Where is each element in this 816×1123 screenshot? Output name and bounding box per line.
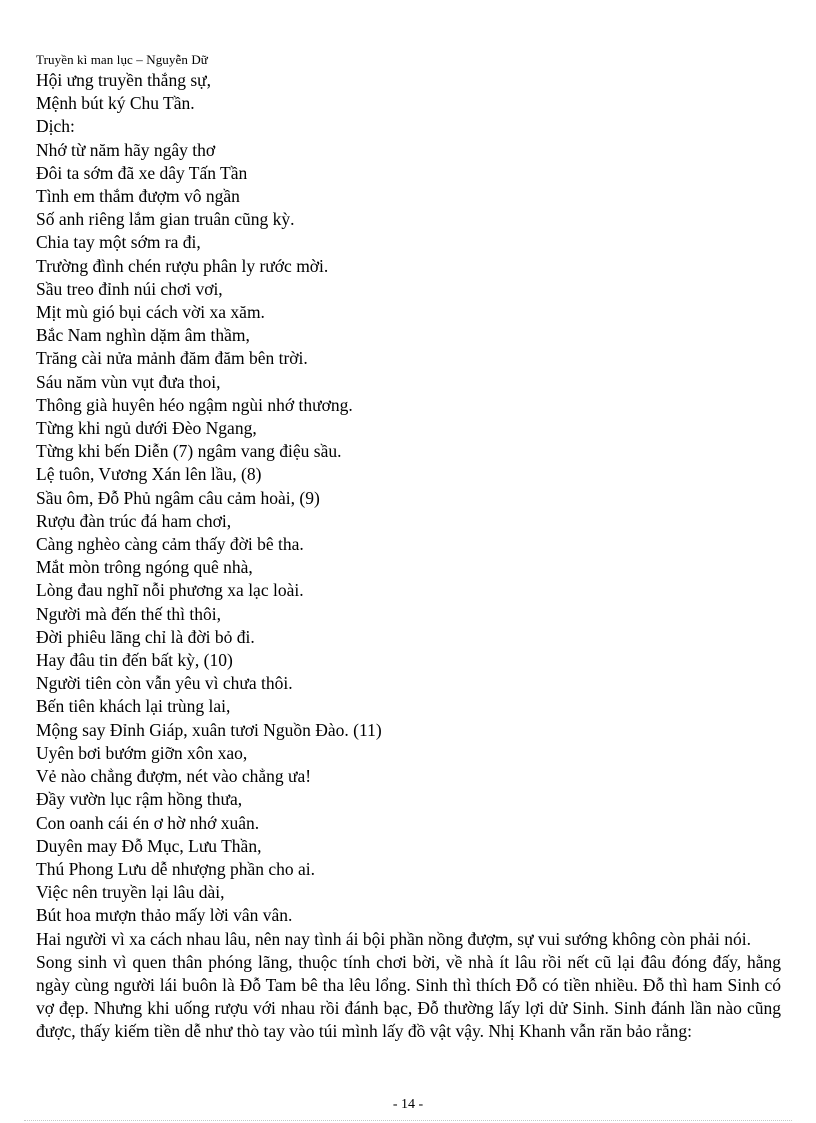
poem-block [36,69,781,928]
poem-line: Mịt mù gió bụi cách vời xa xăm. [36,302,265,323]
poem-line: Càng nghèo càng cảm thấy đời bê tha. [36,534,304,555]
document-page [36,52,781,1044]
paragraph: Song sinh vì quen thân phóng lãng, thuộc tính chơi bời, về nhà ít lâu rồi nết cũ lại đâu đóng đấy, hằng ngày cùng người lái buôn là Đỗ Tam bê tha lêu lổng. Sinh thì thích Đỗ có tiền nhiều. Đỗ thì ham Sinh có vợ đẹp. Nhưng khi uống rượu với nhau rồi đánh bạc, Đỗ thường lấy lợi dử Sinh. Sinh đánh lần nào cũng được, thấy kiếm tiền dễ như thò tay vào túi mình lấy đồ vật vậy. Nhị Khanh vẫn răn bảo rằng: [36,951,781,1042]
poem-line: Trường đình chén rượu phân ly rước mời. [36,255,329,276]
poem-line: Con oanh cái én ơ hờ nhớ xuân. [36,812,260,833]
poem-line: Duyên may Đỗ Mục, Lưu Thần, [36,835,262,856]
poem-line: Đôi ta sớm đã xe dây Tấn Tần [36,162,248,183]
poem-line: Đời phiêu lãng chỉ là đời bỏ đi. [36,626,255,647]
poem-line: Vẻ nào chẳng đượm, nét vào chẳng ưa! [36,766,312,787]
poem-line: Thông già huyên héo ngậm ngùi nhớ thương. [36,394,353,415]
poem-line: Hay đâu tin đến bất kỳ, (10) [36,650,233,671]
poem-line: Từng khi ngủ dưới Đèo Ngang, [36,418,257,439]
poem-line: Nhớ từ năm hãy ngây thơ [36,139,216,160]
poem-line: Người tiên còn vẫn yêu vì chưa thôi. [36,673,293,694]
poem-line: Trăng cài nửa mảnh đăm đăm bên trời. [36,348,308,369]
paragraph: Hai người vì xa cách nhau lâu, nên nay tình ái bội phần nồng đượm, sự vui sướng không còn phải nói. [36,928,752,949]
poem-line: Lòng đau nghĩ nỗi phương xa lạc loài. [36,580,304,601]
poem-line: Từng khi bến Diễn (7) ngâm vang điệu sầu. [36,441,342,462]
poem-line: Mắt mòn trông ngóng quê nhà, [36,557,253,578]
poem-line: Sáu năm vùn vụt đưa thoi, [36,371,221,392]
poem-line: Hội ưng truyền thắng sự, [36,70,211,90]
poem-line: Uyên bơi bướm giỡn xôn xao, [36,742,248,763]
poem-line: Số anh riêng lắm gian truân cũng kỳ. [36,209,295,230]
page-number: - 14 - [392,1097,424,1112]
poem-line: Bắc Nam nghìn dặm âm thầm, [36,325,250,346]
poem-line: Bến tiên khách lại trùng lai, [36,696,231,717]
poem-line: Việc nên truyền lại lâu dài, [36,882,225,903]
running-header: Truyền kì man lục – Nguyễn Dữ [36,52,208,67]
poem-line: Bút hoa mượn thảo mấy lời vân vân. [36,905,293,926]
poem-line: Người mà đến thế thì thôi, [36,603,221,624]
poem-line: Rượu đàn trúc đá ham chơi, [36,510,232,531]
poem-line: Dịch: [36,116,75,137]
poem-line: Tình em thắm đượm vô ngần [36,186,240,207]
prose-block [36,928,781,1044]
poem-line: Chia tay một sớm ra đi, [36,232,201,253]
poem-line: Đầy vườn lục rậm hồng thưa, [36,789,243,810]
poem-line: Lệ tuôn, Vương Xán lên lầu, (8) [36,464,262,485]
poem-line: Mộng say Đỉnh Giáp, xuân tươi Nguồn Đào. (11) [36,719,382,740]
poem-line: Sầu ôm, Đỗ Phủ ngâm câu cảm hoài, (9) [36,487,320,508]
poem-line: Mệnh bút ký Chu Tần. [36,93,195,114]
poem-line: Sầu treo đỉnh núi chơi vơi, [36,278,223,299]
footer-divider [24,1120,792,1121]
poem-line: Thú Phong Lưu dễ nhượng phần cho ai. [36,858,316,879]
